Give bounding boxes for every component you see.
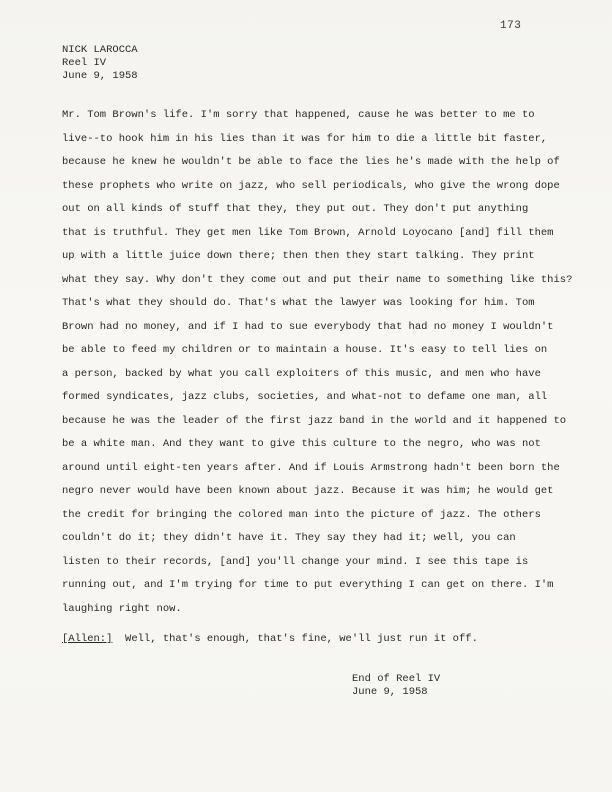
body-line: laughing right now.: [62, 602, 182, 615]
transcript-footer: [352, 673, 440, 699]
interviewee-name: NICK LAROCCA: [62, 44, 138, 56]
body-line: that is truthful. They get men like Tom Brown, Arnold Loyocano [and] fill them: [62, 226, 554, 239]
body-line: be a white man. And they want to give this culture to the negro, who was not: [62, 438, 541, 450]
speaker-label: [Allen:]: [62, 633, 113, 645]
body-line: the credit for bringing the colored man into the picture of jazz. The others: [62, 508, 541, 521]
body-line: formed syndicates, jazz clubs, societies, and what-not to defame one man, all: [62, 391, 548, 403]
body-line: listen to their records, [and] you'll change your mind. I see this tape is: [62, 555, 529, 568]
body-line: couldn't do it; they didn't have it. They say they had it; well, you can: [62, 532, 516, 544]
dialog-line: [62, 633, 478, 645]
body-line: because he was the leader of the first jazz band in the world and it happened to: [62, 414, 567, 427]
body-line: around until eight-ten years after. And if Louis Armstrong hadn't been born the: [62, 461, 560, 474]
body-line: what they say. Why don't they come out and put their name to something like this?: [62, 273, 573, 286]
body-line: running out, and I'm trying for time to put everything I can get on there. I'm: [62, 579, 554, 591]
body-line: live--to hook him in his lies than it was for him to die a little bit faster,: [62, 132, 548, 145]
body-line: Brown had no money, and if I had to sue everybody that had no money I wouldn't: [62, 320, 554, 333]
transcript-body: [62, 104, 573, 621]
body-line: negro never would have been known about jazz. Because it was him; he would get: [62, 485, 554, 497]
transcript-header: [62, 44, 138, 83]
body-line: these prophets who write on jazz, who sell periodicals, who give the wrong dope: [62, 179, 560, 192]
body-line: out on all kinds of stuff that they, they put out. They don't put anything: [62, 203, 529, 215]
body-line: Mr. Tom Brown's life. I'm sorry that happened, cause he was better to me to: [62, 109, 535, 121]
interview-date: June 9, 1958: [62, 70, 138, 82]
body-line: up with a little juice down there; then then they start talking. They print: [62, 250, 535, 262]
page-number: 173: [500, 20, 522, 32]
footer-date: June 9, 1958: [352, 686, 428, 698]
end-of-reel-label: End of Reel IV: [352, 673, 441, 685]
body-line: because he knew he wouldn't be able to face the lies he's made with the help of: [62, 156, 560, 168]
body-line: a person, backed by what you call exploiters of this music, and men who have: [62, 367, 541, 380]
body-line: That's what they should do. That's what the lawyer was looking for him. Tom: [62, 297, 535, 309]
dialog-text: Well, that's enough, that's fine, we'll just run it off.: [112, 633, 478, 645]
body-line: be able to feed my children or to maintain a house. It's easy to tell lies on: [62, 344, 548, 356]
reel-label: Reel IV: [62, 57, 107, 69]
